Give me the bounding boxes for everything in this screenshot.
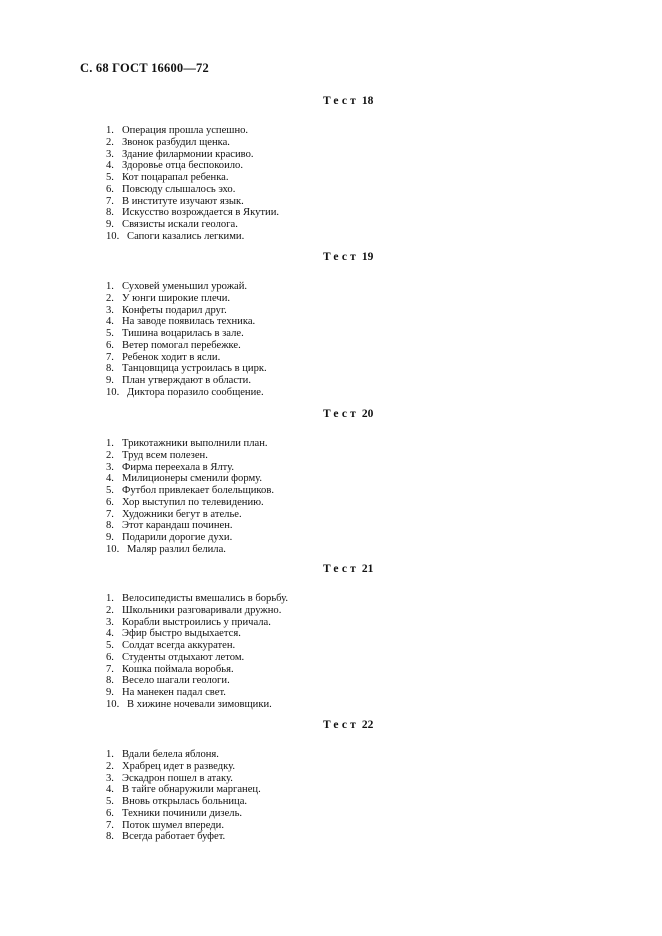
- item-number: 7.: [106, 195, 114, 207]
- item-text: Храбрец идет в разведку.: [122, 760, 236, 772]
- test-label: Тест: [323, 719, 360, 731]
- item-text: В хижине ночевали зимовщики.: [127, 698, 272, 710]
- item-number: 7.: [106, 819, 114, 831]
- item-number: 5.: [106, 485, 114, 496]
- sentence-item: [106, 340, 267, 352]
- item-number: 9.: [106, 219, 114, 230]
- item-number: 5.: [106, 640, 114, 651]
- item-text: Кот поцарапал ребенка.: [122, 172, 229, 183]
- sentence-list: [106, 281, 267, 399]
- test-label: Тест: [323, 251, 360, 263]
- item-number: 9.: [106, 375, 114, 386]
- item-number: 3.: [106, 616, 114, 628]
- item-number: 5.: [106, 172, 114, 183]
- item-number: 4.: [106, 316, 114, 328]
- item-text: Поток шумел впереди.: [122, 819, 224, 831]
- sentence-item: [106, 605, 288, 617]
- sentence-item: [106, 617, 288, 629]
- item-text: Подарили дорогие духи.: [122, 532, 233, 543]
- sentence-item: [106, 664, 288, 676]
- item-text: Ребенок ходит в ясли.: [122, 351, 221, 363]
- sentence-item: [106, 485, 274, 497]
- test-label: Тест: [323, 95, 360, 107]
- item-number: 2.: [106, 604, 114, 616]
- item-number: 1.: [106, 593, 114, 604]
- item-number: 2.: [106, 292, 114, 304]
- sentence-item: [106, 207, 279, 219]
- test-number: 18: [361, 95, 374, 107]
- item-text: Труд всем полезен.: [122, 449, 208, 461]
- item-number: 6.: [106, 807, 114, 819]
- item-number: 8.: [106, 831, 114, 843]
- item-number: 6.: [106, 496, 114, 508]
- item-text: Операция прошла успешно.: [122, 125, 249, 136]
- item-number: 9.: [106, 687, 114, 698]
- sentence-item: [106, 352, 267, 364]
- item-text: Сапоги казались легкими.: [127, 230, 245, 242]
- item-number: 1.: [106, 438, 114, 449]
- item-number: 4.: [106, 160, 114, 172]
- sentence-item: [106, 172, 279, 184]
- item-number: 6.: [106, 339, 114, 351]
- item-text: Диктора поразило сообщение.: [127, 386, 264, 398]
- sentence-item: [106, 305, 267, 317]
- sentence-item: [106, 509, 274, 521]
- item-text: Суховей уменьшил урожай.: [122, 281, 248, 292]
- item-number: 3.: [106, 461, 114, 473]
- sentence-item: [106, 473, 274, 485]
- item-text: Здоровье отца беспокоило.: [122, 160, 244, 172]
- sentence-item: [106, 316, 267, 328]
- item-number: 3.: [106, 148, 114, 160]
- sentence-item: [106, 375, 267, 387]
- item-text: Школьники разговаривали дружно.: [122, 604, 282, 616]
- item-text: Весело шагали геологи.: [122, 675, 230, 687]
- item-text: Маляр разлил белила.: [127, 543, 226, 555]
- item-number: 2.: [106, 760, 114, 772]
- sentence-item: [106, 773, 261, 785]
- sentence-list: [106, 125, 279, 243]
- item-number: 4.: [106, 628, 114, 640]
- item-text: Эфир быстро выдыхается.: [122, 628, 241, 640]
- item-text: Вдали белела яблоня.: [122, 749, 219, 760]
- test-title: [323, 95, 373, 107]
- item-number: 3.: [106, 304, 114, 316]
- sentence-list: [106, 438, 274, 556]
- item-number: 8.: [106, 520, 114, 532]
- item-text: Звонок разбудил щенка.: [122, 136, 230, 148]
- sentence-item: [106, 281, 267, 293]
- sentence-item: [106, 784, 261, 796]
- item-text: На заводе появилась техника.: [122, 316, 256, 328]
- item-number: 8.: [106, 675, 114, 687]
- test-title: [323, 563, 373, 575]
- sentence-item: [106, 808, 261, 820]
- item-text: На манекен падал свет.: [122, 687, 226, 698]
- sentence-item: [106, 544, 274, 556]
- item-text: Велосипедисты вмешались в борьбу.: [122, 593, 289, 604]
- sentence-item: [106, 328, 267, 340]
- item-text: Связисты искали геолога.: [122, 219, 238, 230]
- item-text: Фирма переехала в Ялту.: [122, 461, 235, 473]
- item-number: 9.: [106, 532, 114, 543]
- test-number: 22: [361, 719, 374, 731]
- sentence-item: [106, 363, 267, 375]
- page-header: С. 68 ГОСТ 16600—72: [80, 61, 209, 75]
- sentence-item: [106, 796, 261, 808]
- test-title: [323, 251, 373, 263]
- test-label: Тест: [323, 408, 360, 420]
- sentence-item: [106, 438, 274, 450]
- item-text: Солдат всегда аккуратен.: [122, 640, 236, 651]
- sentence-item: [106, 293, 267, 305]
- item-text: Тишина воцарилась в зале.: [122, 328, 244, 339]
- test-title: [323, 408, 373, 420]
- item-text: Кошка поймала воробья.: [122, 663, 234, 675]
- sentence-item: [106, 219, 279, 231]
- sentence-item: [106, 749, 261, 761]
- test-number: 21: [361, 563, 374, 575]
- sentence-item: [106, 450, 274, 462]
- item-text: Футбол привлекает болельщиков.: [122, 485, 274, 496]
- item-number: 5.: [106, 796, 114, 807]
- item-number: 10.: [106, 698, 120, 710]
- sentence-item: [106, 137, 279, 149]
- test-number: 19: [361, 251, 374, 263]
- item-text: Повсюду слышалось эхо.: [122, 183, 236, 195]
- item-text: Трикотажники выполнили план.: [122, 438, 268, 449]
- sentence-item: [106, 231, 279, 243]
- sentence-item: [106, 593, 288, 605]
- item-number: 1.: [106, 125, 114, 136]
- sentence-item: [106, 184, 279, 196]
- item-text: Эскадрон пошел в атаку.: [122, 772, 233, 784]
- item-text: В институте изучают язык.: [122, 195, 244, 207]
- item-text: Этот карандаш починен.: [122, 520, 233, 532]
- item-number: 7.: [106, 508, 114, 520]
- item-text: Здание филармонии красиво.: [122, 148, 254, 160]
- item-number: 1.: [106, 281, 114, 292]
- sentence-item: [106, 675, 288, 687]
- item-number: 8.: [106, 363, 114, 375]
- item-text: Вновь открылась больница.: [122, 796, 248, 807]
- item-text: Художники бегут в ателье.: [122, 508, 242, 520]
- item-number: 4.: [106, 473, 114, 485]
- test-number: 20: [361, 408, 374, 420]
- sentence-item: [106, 520, 274, 532]
- item-number: 6.: [106, 183, 114, 195]
- item-number: 3.: [106, 772, 114, 784]
- sentence-list: [106, 593, 288, 711]
- item-number: 1.: [106, 749, 114, 760]
- item-text: Конфеты подарил друг.: [122, 304, 227, 316]
- sentence-item: [106, 149, 279, 161]
- item-number: 10.: [106, 386, 120, 398]
- item-text: Милиционеры сменили форму.: [122, 473, 263, 485]
- sentence-item: [106, 761, 261, 773]
- item-number: 5.: [106, 328, 114, 339]
- item-text: У юнги широкие плечи.: [122, 292, 231, 304]
- sentence-item: [106, 640, 288, 652]
- sentence-list: [106, 749, 261, 843]
- sentence-item: [106, 160, 279, 172]
- sentence-item: [106, 387, 267, 399]
- item-text: В тайге обнаружили марганец.: [122, 784, 261, 796]
- sentence-item: [106, 532, 274, 544]
- sentence-item: [106, 497, 274, 509]
- item-text: Студенты отдыхают летом.: [122, 651, 245, 663]
- item-text: Корабли выстроились у причала.: [122, 616, 271, 628]
- item-number: 4.: [106, 784, 114, 796]
- sentence-item: [106, 687, 288, 699]
- item-text: Ветер помогал перебежке.: [122, 339, 241, 351]
- sentence-item: [106, 820, 261, 832]
- sentence-item: [106, 462, 274, 474]
- sentence-item: [106, 699, 288, 711]
- item-number: 10.: [106, 543, 120, 555]
- item-number: 10.: [106, 230, 120, 242]
- item-text: Хор выступил по телевидению.: [122, 496, 264, 508]
- sentence-item: [106, 652, 288, 664]
- item-number: 7.: [106, 351, 114, 363]
- item-text: Всегда работает буфет.: [122, 831, 226, 843]
- sentence-item: [106, 628, 288, 640]
- sentence-item: [106, 831, 261, 843]
- item-number: 8.: [106, 207, 114, 219]
- item-number: 2.: [106, 449, 114, 461]
- item-text: Танцовщица устроилась в цирк.: [122, 363, 267, 375]
- item-text: Искусство возрождается в Якутии.: [122, 207, 280, 219]
- item-text: Техники починили дизель.: [122, 807, 243, 819]
- item-text: План утверждают в области.: [122, 375, 251, 386]
- test-label: Тест: [323, 563, 360, 575]
- item-number: 7.: [106, 663, 114, 675]
- item-number: 6.: [106, 651, 114, 663]
- sentence-item: [106, 196, 279, 208]
- item-number: 2.: [106, 136, 114, 148]
- test-title: [323, 719, 373, 731]
- sentence-item: [106, 125, 279, 137]
